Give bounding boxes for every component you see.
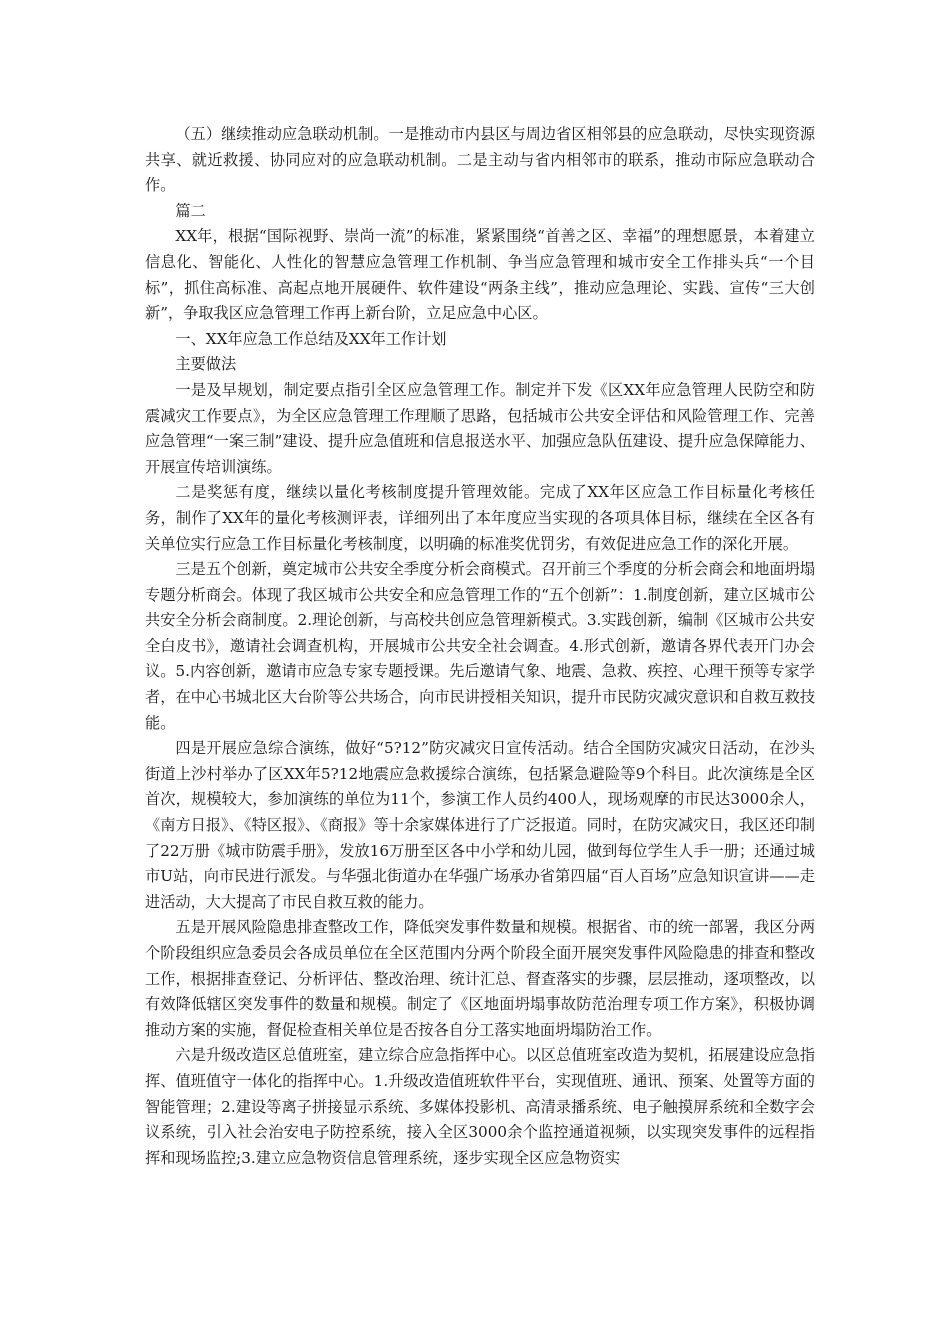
paragraph-item-5: 五是开展风险隐患排查整改工作，降低突发事件数量和规模。根据省、市的统一部署，我区分两个阶段组织应急委员会各成员单位在全区范围内分两个阶段全面开展突发事件风险隐患的排查和整改工作，根据排查登记、分析评估、整改治理、统计汇总、督查落实的步骤，层层推动，逐项整改，以有效降低辖区突发事件的数量和规模。制定了《区地面坍塌事故防范治理专项工作方案》，积极协调推动方案的实施，督促检查相关单位是否按各自分工落实地面坍塌防治工作。 bbox=[145, 918, 815, 1039]
section-heading-part-two: 篇二 bbox=[175, 201, 206, 220]
paragraph-item-1: 一是及早规划，制定要点指引全区应急管理工作。制定并下发《区XX年应急管理人民防空和防震减灾工作要点》，为全区应急管理工作理顺了思路，包括城市公共安全评估和风险管理工作、完善应急管理“一案三制”建设、提升应急值班和信息报送水平、加强应急队伍建设、提升应急保障能力、开展宣传培训演练。 bbox=[145, 380, 815, 476]
paragraph-item-3: 三是五个创新，奠定城市公共安全季度分析会商模式。召开前三个季度的分析会商会和地面坍塌专题分析商会。体现了我区城市公共安全和应急管理工作的“五个创新”：1.制度创新，建立区城市公共安全分析会商制度。2.理论创新，与高校共创应急管理新模式。3.实践创新，编制《区城市公共安全白皮书》，邀请社会调查机构，开展城市公共安全社会调查。4.形式创新，邀请各界代表开门办会议。5.内容创新，邀请市应急专家专题授课。先后邀请气象、地震、急救、疾控、心理干预等专家学者，在中心书城北区大台阶等公共场合，向市民讲授相关知识，提升市民防灾减灾意识和自救互救技能。 bbox=[145, 560, 815, 732]
paragraph-item-4: 四是开展应急综合演练，做好“5?12”防灾减灾日宣传活动。结合全国防灾减灾日活动，在沙头街道上沙村举办了区XX年5?12地震应急救援综合演练，包括紧急避险等9个科目。此次演练是全区首次，规模较大，参加演练的单位为11个，参演工作人员约400人，现场观摩的市民达3000余人，《南方日报》、《特区报》、《商报》等十余家媒体进行了广泛报道。同时，在防灾减灾日，我区还印制了22万册《城市防震手册》，发放16万册至区各中小学和幼儿园，做到每位学生人手一册；还通过城市U站，向市民进行派发。与华强北街道办在华强广场承办省第四届“百人百场”应急知识宣讲——走进活动，大大提高了市民自救互救的能力。 bbox=[145, 739, 815, 911]
section-heading-summary: 一、XX年应急工作总结及XX年工作计划 bbox=[175, 329, 447, 348]
paragraph-intro: XX年，根据“国际视野、崇尚一流”的标准，紧紧围绕“首善之区、幸福”的理想愿景，本着建立信息化、智能化、人性化的智慧应急管理工作机制、争当应急管理和城市安全工作排头兵“一个目标”，抓住高标准、高起点地开展硬件、软件建设“两条主线”，推动应急理论、实践、宣传“三大创新”，争取我区应急管理工作再上新台阶，立足应急中心区。 bbox=[145, 227, 815, 323]
paragraph-linkage-mechanism: （五）继续推动应急联动机制。一是推动市内县区与周边省区相邻县的应急联动，尽快实现资源共享、就近救援、协同应对的应急联动机制。二是主动与省内相邻市的联系，推动市际应急联动合作。 bbox=[145, 125, 815, 195]
paragraph-item-6: 六是升级改造区总值班室，建立综合应急指挥中心。以区总值班室改造为契机，拓展建设应急指挥、值班值守一体化的指挥中心。1.升级改造值班软件平台，实现值班、通讯、预案、处置等方面的智能管理；2.建设等离子拼接显示系统、多媒体投影机、高清录播系统、电子触摸屏系统和全数字会议系统，引入社会治安电子防控系统，接入全区3000余个监控通道视频，以实现突发事件的远程指挥和现场监控;3.建立应急物资信息管理系统，逐步实现全区应急物资实 bbox=[145, 1046, 815, 1167]
document-body bbox=[145, 122, 815, 1171]
paragraph-item-2: 二是奖惩有度，继续以量化考核制度提升管理效能。完成了XX年区应急工作目标量化考核任务，制作了XX年的量化考核测评表，详细列出了本年度应当实现的各项具体目标，继续在全区各有关单位实行应急工作目标量化考核制度，以明确的标准奖优罚劣，有效促进应急工作的深化开展。 bbox=[145, 483, 815, 553]
subheading-main-practices: 主要做法 bbox=[175, 355, 237, 374]
